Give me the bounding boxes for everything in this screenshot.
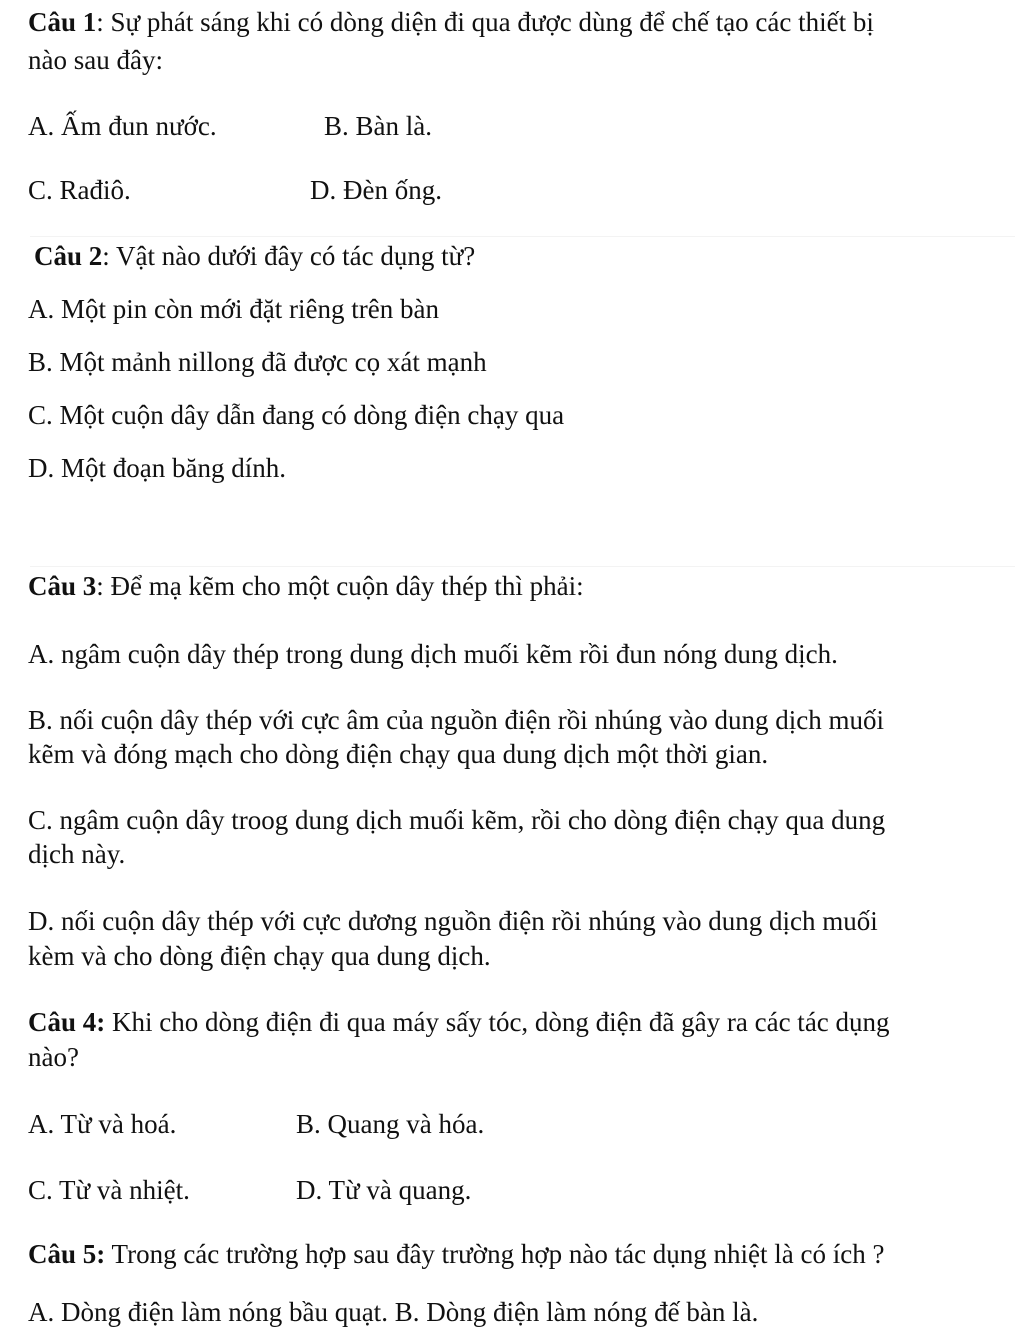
- question-3-line: [28, 570, 584, 602]
- question-5-line: [28, 1238, 884, 1270]
- question-1-line-2: nào sau đây:: [28, 45, 163, 75]
- question-2-option-c: C. Một cuộn dây dẫn đang có dòng điện chạy qua: [28, 400, 565, 430]
- question-4-line-1: [28, 1006, 890, 1038]
- question-4-option-a: A. Từ và hoá.: [28, 1109, 177, 1139]
- question-2-label: Câu 2: [34, 241, 103, 271]
- question-1-option-d: D. Đèn ống.: [310, 175, 442, 205]
- question-1-option-c: C. Rađiô.: [28, 175, 131, 205]
- question-3-option-a: A. ngâm cuộn dây thép trong dung dịch muối kẽm rồi đun nóng dung dịch.: [28, 639, 838, 669]
- question-1-text: : Sự phát sáng khi có dòng diện đi qua được dùng để chế tạo các thiết bị: [96, 7, 874, 37]
- question-2-line: [34, 240, 475, 272]
- question-2-option-d: D. Một đoạn băng dính.: [28, 453, 286, 483]
- question-5-text: Trong các trường hợp sau đây trường hợp nào tác dụng nhiệt là có ích ?: [105, 1239, 885, 1269]
- question-2-option-a: A. Một pin còn mới đặt riêng trên bàn: [28, 294, 439, 324]
- question-1-option-b: B. Bàn là.: [324, 111, 432, 141]
- question-3-option-c-line-2: dịch này.: [28, 839, 126, 869]
- question-3-option-b-line-2: kẽm và đóng mạch cho dòng điện chạy qua dung dịch một thời gian.: [28, 739, 769, 769]
- question-4-option-d: D. Từ và quang.: [296, 1175, 472, 1205]
- question-5-label: Câu 5:: [28, 1239, 106, 1269]
- question-2-text: : Vật nào dưới đây có tác dụng từ?: [102, 241, 476, 271]
- question-4-line-2: nào?: [28, 1042, 79, 1072]
- question-4-option-b: B. Quang và hóa.: [296, 1109, 485, 1139]
- question-4-text: Khi cho dòng điện đi qua máy sấy tóc, dòng điện đã gây ra các tác dụng: [105, 1007, 890, 1037]
- question-3-option-c-line-1: C. ngâm cuộn dây troog dung dịch muối kẽm, rồi cho dòng điện chạy qua dung: [28, 805, 886, 835]
- question-1-option-a: A. Ấm đun nước.: [28, 111, 217, 141]
- question-4-option-c: C. Từ và nhiệt.: [28, 1175, 190, 1205]
- question-3-option-d-line-2: kèm và cho dòng điện chạy qua dung dịch.: [28, 941, 491, 971]
- question-1-line-1: [28, 6, 874, 38]
- divider: [30, 236, 1015, 237]
- question-4-label: Câu 4:: [28, 1007, 106, 1037]
- question-5-options: A. Dòng điện làm nóng bầu quạt. B. Dòng điện làm nóng đế bàn là.: [28, 1297, 759, 1327]
- question-1-label: Câu 1: [28, 7, 97, 37]
- divider: [30, 566, 1015, 567]
- question-3-option-d-line-1: D. nối cuộn dây thép với cực dương nguồn điện rồi nhúng vào dung dịch muối: [28, 906, 878, 936]
- question-3-text: : Để mạ kẽm cho một cuộn dây thép thì phải:: [96, 571, 584, 601]
- question-3-label: Câu 3: [28, 571, 97, 601]
- question-3-option-b-line-1: B. nối cuộn dây thép với cực âm của nguồn điện rồi nhúng vào dung dịch muối: [28, 705, 884, 735]
- question-2-option-b: B. Một mảnh nillong đã được cọ xát mạnh: [28, 347, 487, 377]
